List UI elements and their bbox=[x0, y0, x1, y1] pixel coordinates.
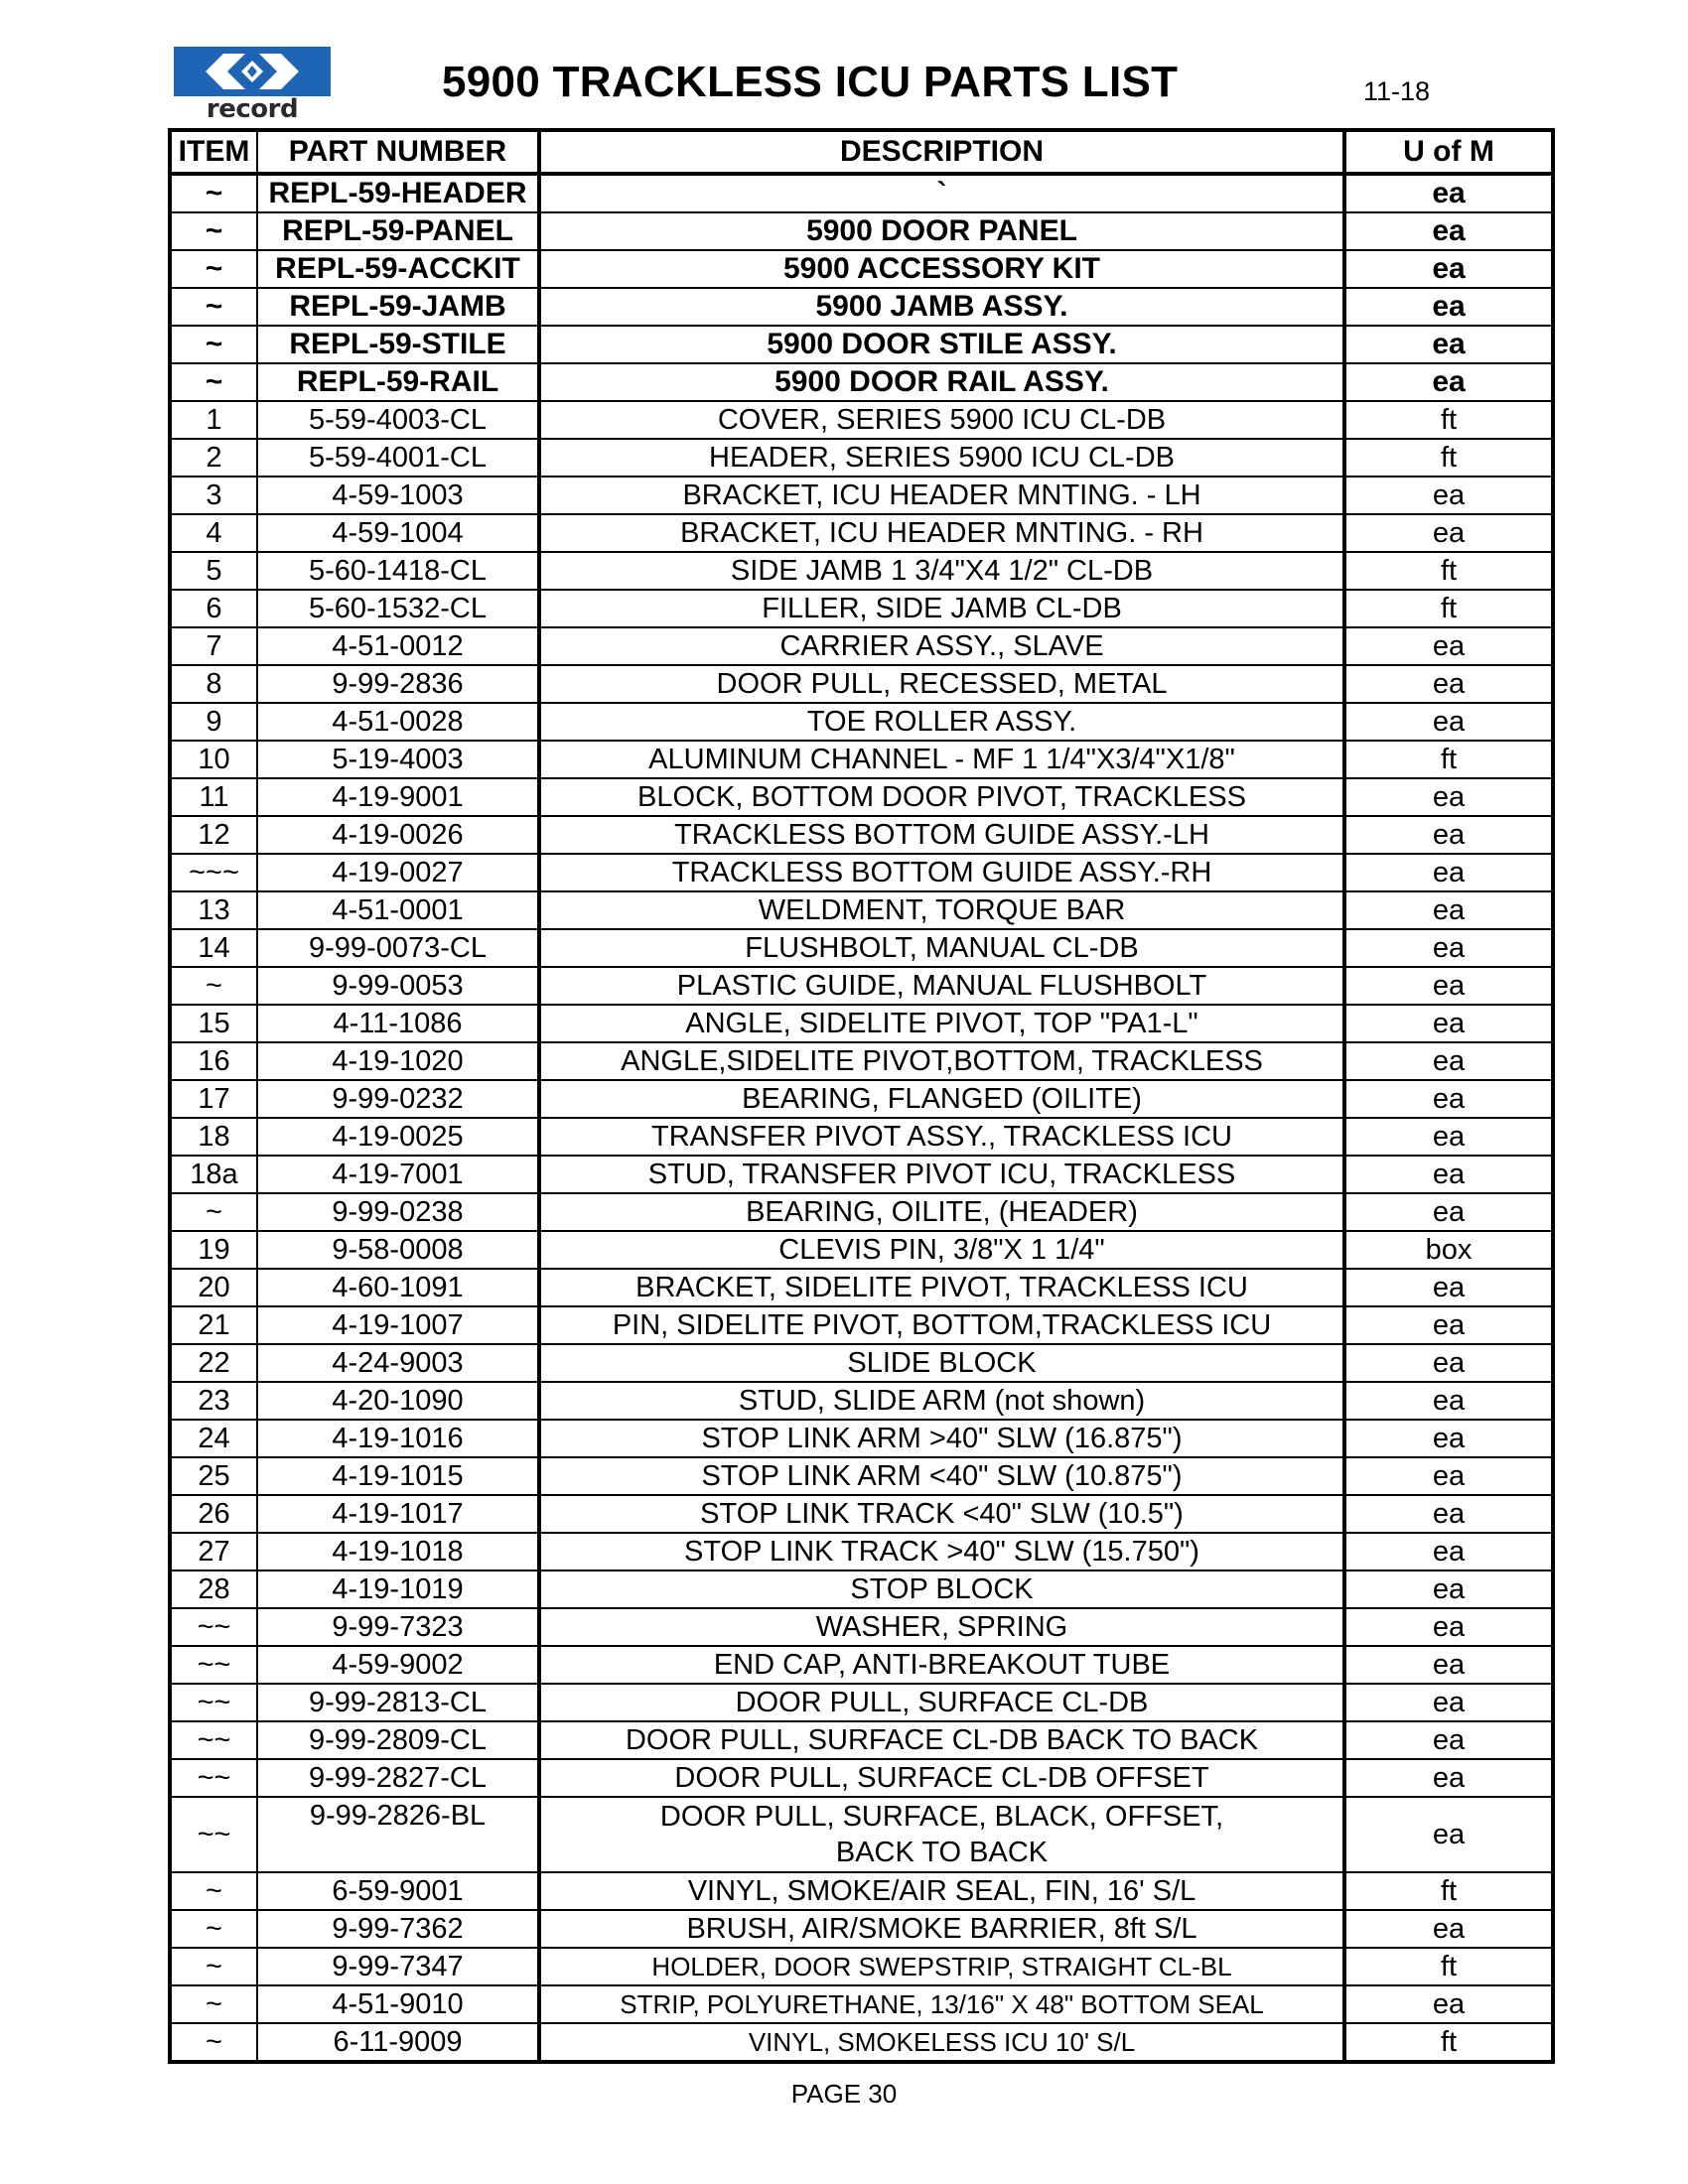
item-cell: ~ bbox=[170, 1193, 257, 1231]
uom-cell: ea bbox=[1344, 212, 1553, 250]
uom-cell: ea bbox=[1344, 326, 1553, 363]
uom-cell: ea bbox=[1344, 1156, 1553, 1193]
uom-cell: ea bbox=[1344, 174, 1553, 212]
column-header-uom: U of M bbox=[1344, 130, 1553, 174]
uom-cell: ea bbox=[1344, 1646, 1553, 1684]
description-cell: DOOR PULL, SURFACE CL-DB bbox=[539, 1684, 1344, 1721]
item-cell: 20 bbox=[170, 1269, 257, 1306]
table-row bbox=[170, 439, 1553, 477]
item-cell: ~ bbox=[170, 250, 257, 288]
part-number-cell: 4-19-1020 bbox=[257, 1042, 539, 1080]
part-number-cell: 9-99-2827-CL bbox=[257, 1759, 539, 1797]
part-number-cell: 4-51-9010 bbox=[257, 1985, 539, 2023]
part-number-cell: 5-60-1418-CL bbox=[257, 552, 539, 590]
item-cell: ~~~ bbox=[170, 854, 257, 891]
table-row bbox=[170, 1533, 1553, 1570]
parts-table-body bbox=[170, 174, 1553, 2062]
part-number-cell: 4-51-0028 bbox=[257, 703, 539, 741]
item-cell: 16 bbox=[170, 1042, 257, 1080]
description-cell: BEARING, FLANGED (OILITE) bbox=[539, 1080, 1344, 1118]
description-line: DOOR PULL, SURFACE, BLACK, OFFSET, bbox=[659, 1801, 1224, 1833]
column-header-part-number: PART NUMBER bbox=[257, 130, 539, 174]
item-cell: ~ bbox=[170, 967, 257, 1005]
item-cell: ~~ bbox=[170, 1684, 257, 1721]
table-row bbox=[170, 363, 1553, 401]
table-row bbox=[170, 1684, 1553, 1721]
table-row bbox=[170, 590, 1553, 627]
item-cell: 3 bbox=[170, 477, 257, 514]
uom-cell: ft bbox=[1344, 2023, 1553, 2062]
description-cell: ` bbox=[539, 174, 1344, 212]
uom-cell: ft bbox=[1344, 741, 1553, 778]
item-cell: ~ bbox=[170, 326, 257, 363]
uom-cell: ea bbox=[1344, 627, 1553, 665]
part-number-cell: 4-59-9002 bbox=[257, 1646, 539, 1684]
description-cell: CLEVIS PIN, 3/8"X 1 1/4" bbox=[539, 1231, 1344, 1269]
item-cell: 10 bbox=[170, 741, 257, 778]
description-cell: STOP LINK TRACK >40" SLW (15.750") bbox=[539, 1533, 1344, 1570]
item-cell: ~ bbox=[170, 1948, 257, 1985]
table-row bbox=[170, 477, 1553, 514]
part-number-cell: 4-19-0026 bbox=[257, 816, 539, 854]
uom-cell: ea bbox=[1344, 1797, 1553, 1872]
part-number-cell: 9-58-0008 bbox=[257, 1231, 539, 1269]
description-cell: CARRIER ASSY., SLAVE bbox=[539, 627, 1344, 665]
part-number-cell: 9-99-2809-CL bbox=[257, 1721, 539, 1759]
table-row bbox=[170, 929, 1553, 967]
uom-cell: ea bbox=[1344, 1420, 1553, 1457]
uom-cell: ea bbox=[1344, 363, 1553, 401]
table-row bbox=[170, 552, 1553, 590]
column-header-description: DESCRIPTION bbox=[539, 130, 1344, 174]
table-row bbox=[170, 2023, 1553, 2062]
item-cell: 1 bbox=[170, 401, 257, 439]
description-cell: SLIDE BLOCK bbox=[539, 1344, 1344, 1382]
table-row bbox=[170, 1608, 1553, 1646]
item-cell: ~ bbox=[170, 1872, 257, 1910]
item-cell: ~ bbox=[170, 363, 257, 401]
part-number-cell: 5-59-4001-CL bbox=[257, 439, 539, 477]
part-number-cell: 4-19-1016 bbox=[257, 1420, 539, 1457]
description-cell: PLASTIC GUIDE, MANUAL FLUSHBOLT bbox=[539, 967, 1344, 1005]
table-row bbox=[170, 1306, 1553, 1344]
uom-cell: ea bbox=[1344, 1721, 1553, 1759]
item-cell: 13 bbox=[170, 891, 257, 929]
part-number-cell: 4-19-0027 bbox=[257, 854, 539, 891]
part-number-cell: REPL-59-ACCKIT bbox=[257, 250, 539, 288]
table-row bbox=[170, 1080, 1553, 1118]
part-number-cell: 9-99-7347 bbox=[257, 1948, 539, 1985]
description-line: BACK TO BACK bbox=[835, 1837, 1049, 1868]
table-row bbox=[170, 854, 1553, 891]
item-cell: 25 bbox=[170, 1457, 257, 1495]
uom-cell: ea bbox=[1344, 816, 1553, 854]
item-cell: 5 bbox=[170, 552, 257, 590]
table-row bbox=[170, 1985, 1553, 2023]
item-cell: 27 bbox=[170, 1533, 257, 1570]
item-cell: ~ bbox=[170, 174, 257, 212]
description-cell: STOP BLOCK bbox=[539, 1570, 1344, 1608]
item-cell: ~~ bbox=[170, 1797, 257, 1872]
item-cell: ~ bbox=[170, 212, 257, 250]
table-row bbox=[170, 1042, 1553, 1080]
description-cell: FLUSHBOLT, MANUAL CL-DB bbox=[539, 929, 1344, 967]
description-cell: TRANSFER PIVOT ASSY., TRACKLESS ICU bbox=[539, 1118, 1344, 1156]
description-cell: HEADER, SERIES 5900 ICU CL-DB bbox=[539, 439, 1344, 477]
uom-cell: ea bbox=[1344, 854, 1553, 891]
part-number-cell: 9-99-7362 bbox=[257, 1910, 539, 1948]
table-row bbox=[170, 212, 1553, 250]
description-cell: TOE ROLLER ASSY. bbox=[539, 703, 1344, 741]
description-cell: BLOCK, BOTTOM DOOR PIVOT, TRACKLESS bbox=[539, 778, 1344, 816]
item-cell: 28 bbox=[170, 1570, 257, 1608]
part-number-cell: 6-11-9009 bbox=[257, 2023, 539, 2062]
part-number-cell: 9-99-2836 bbox=[257, 665, 539, 703]
part-number-cell: 5-60-1532-CL bbox=[257, 590, 539, 627]
uom-cell: box bbox=[1344, 1231, 1553, 1269]
description-cell: ANGLE, SIDELITE PIVOT, TOP "PA1-L" bbox=[539, 1005, 1344, 1042]
uom-cell: ea bbox=[1344, 1910, 1553, 1948]
uom-cell: ea bbox=[1344, 1684, 1553, 1721]
uom-cell: ea bbox=[1344, 1344, 1553, 1382]
item-cell: ~~ bbox=[170, 1759, 257, 1797]
part-number-cell: 4-19-1007 bbox=[257, 1306, 539, 1344]
part-number-cell: 9-99-2826-BL bbox=[257, 1797, 539, 1872]
part-number-cell: 4-51-0001 bbox=[257, 891, 539, 929]
item-cell: 12 bbox=[170, 816, 257, 854]
part-number-cell: 9-99-7323 bbox=[257, 1608, 539, 1646]
item-cell: 18a bbox=[170, 1156, 257, 1193]
part-number-cell: REPL-59-HEADER bbox=[257, 174, 539, 212]
uom-cell: ea bbox=[1344, 665, 1553, 703]
table-row bbox=[170, 174, 1553, 212]
part-number-cell: REPL-59-JAMB bbox=[257, 288, 539, 326]
uom-cell: ea bbox=[1344, 1570, 1553, 1608]
table-row bbox=[170, 1156, 1553, 1193]
description-cell: VINYL, SMOKELESS ICU 10' S/L bbox=[539, 2023, 1344, 2062]
table-row bbox=[170, 1872, 1553, 1910]
uom-cell: ea bbox=[1344, 1080, 1553, 1118]
table-row bbox=[170, 778, 1553, 816]
item-cell: 4 bbox=[170, 514, 257, 552]
uom-cell: ea bbox=[1344, 1306, 1553, 1344]
part-number-cell: 6-59-9001 bbox=[257, 1872, 539, 1910]
item-cell: 6 bbox=[170, 590, 257, 627]
table-row bbox=[170, 1420, 1553, 1457]
item-cell: 24 bbox=[170, 1420, 257, 1457]
table-row bbox=[170, 250, 1553, 288]
part-number-cell: 4-59-1003 bbox=[257, 477, 539, 514]
uom-cell: ea bbox=[1344, 1495, 1553, 1533]
description-cell: BRACKET, ICU HEADER MNTING. - LH bbox=[539, 477, 1344, 514]
description-cell: STOP LINK TRACK <40" SLW (10.5") bbox=[539, 1495, 1344, 1533]
uom-cell: ea bbox=[1344, 1193, 1553, 1231]
description-cell: VINYL, SMOKE/AIR SEAL, FIN, 16' S/L bbox=[539, 1872, 1344, 1910]
uom-cell: ea bbox=[1344, 703, 1553, 741]
item-cell: ~~ bbox=[170, 1721, 257, 1759]
part-number-cell: REPL-59-RAIL bbox=[257, 363, 539, 401]
part-number-cell: 9-99-0053 bbox=[257, 967, 539, 1005]
item-cell: 9 bbox=[170, 703, 257, 741]
part-number-cell: 4-19-9001 bbox=[257, 778, 539, 816]
item-cell: 11 bbox=[170, 778, 257, 816]
description-cell: BRACKET, ICU HEADER MNTING. - RH bbox=[539, 514, 1344, 552]
uom-cell: ft bbox=[1344, 552, 1553, 590]
table-row bbox=[170, 1231, 1553, 1269]
part-number-cell: 4-24-9003 bbox=[257, 1344, 539, 1382]
item-cell: 2 bbox=[170, 439, 257, 477]
item-cell: ~ bbox=[170, 288, 257, 326]
record-logo bbox=[174, 47, 331, 122]
part-number-cell: 4-51-0012 bbox=[257, 627, 539, 665]
item-cell: 26 bbox=[170, 1495, 257, 1533]
description-cell: BEARING, OILITE, (HEADER) bbox=[539, 1193, 1344, 1231]
part-number-cell: 4-19-7001 bbox=[257, 1156, 539, 1193]
part-number-cell: 9-99-2813-CL bbox=[257, 1684, 539, 1721]
item-cell: ~ bbox=[170, 1985, 257, 2023]
table-row bbox=[170, 891, 1553, 929]
item-cell: 14 bbox=[170, 929, 257, 967]
uom-cell: ea bbox=[1344, 1382, 1553, 1420]
item-cell: 17 bbox=[170, 1080, 257, 1118]
item-cell: 19 bbox=[170, 1231, 257, 1269]
table-row bbox=[170, 1910, 1553, 1948]
part-number-cell: 4-60-1091 bbox=[257, 1269, 539, 1306]
item-cell: 8 bbox=[170, 665, 257, 703]
table-row bbox=[170, 1344, 1553, 1382]
part-number-cell: 5-59-4003-CL bbox=[257, 401, 539, 439]
description-cell: STOP LINK ARM <40" SLW (10.875") bbox=[539, 1457, 1344, 1495]
description-cell: STOP LINK ARM >40" SLW (16.875") bbox=[539, 1420, 1344, 1457]
item-cell: ~ bbox=[170, 1910, 257, 1948]
table-row bbox=[170, 1382, 1553, 1420]
uom-cell: ft bbox=[1344, 590, 1553, 627]
description-cell: TRACKLESS BOTTOM GUIDE ASSY.-RH bbox=[539, 854, 1344, 891]
logo-mark-icon bbox=[200, 51, 305, 92]
description-cell: HOLDER, DOOR SWEPSTRIP, STRAIGHT CL-BL bbox=[539, 1948, 1344, 1985]
table-row bbox=[170, 967, 1553, 1005]
table-row bbox=[170, 514, 1553, 552]
uom-cell: ea bbox=[1344, 1533, 1553, 1570]
description-cell: ANGLE,SIDELITE PIVOT,BOTTOM, TRACKLESS bbox=[539, 1042, 1344, 1080]
description-cell: END CAP, ANTI-BREAKOUT TUBE bbox=[539, 1646, 1344, 1684]
description-cell: SIDE JAMB 1 3/4"X4 1/2" CL-DB bbox=[539, 552, 1344, 590]
table-row bbox=[170, 816, 1553, 854]
item-cell: 21 bbox=[170, 1306, 257, 1344]
part-number-cell: 5-19-4003 bbox=[257, 741, 539, 778]
table-row bbox=[170, 1721, 1553, 1759]
part-number-cell: REPL-59-STILE bbox=[257, 326, 539, 363]
uom-cell: ea bbox=[1344, 1118, 1553, 1156]
part-number-cell: 4-59-1004 bbox=[257, 514, 539, 552]
description-cell: BRUSH, AIR/SMOKE BARRIER, 8ft S/L bbox=[539, 1910, 1344, 1948]
uom-cell: ea bbox=[1344, 778, 1553, 816]
table-row bbox=[170, 1269, 1553, 1306]
table-header-row bbox=[170, 130, 1553, 174]
logo-bar bbox=[174, 47, 331, 96]
item-cell: ~ bbox=[170, 2023, 257, 2062]
table-row bbox=[170, 1495, 1553, 1533]
page-title: 5900 TRACKLESS ICU PARTS LIST bbox=[442, 58, 1179, 106]
description-cell: DOOR PULL, SURFACE CL-DB BACK TO BACK bbox=[539, 1721, 1344, 1759]
item-cell: ~~ bbox=[170, 1646, 257, 1684]
description-cell: WELDMENT, TORQUE BAR bbox=[539, 891, 1344, 929]
description-cell: STUD, SLIDE ARM (not shown) bbox=[539, 1382, 1344, 1420]
uom-cell: ft bbox=[1344, 439, 1553, 477]
uom-cell: ea bbox=[1344, 477, 1553, 514]
uom-cell: ft bbox=[1344, 1872, 1553, 1910]
table-row bbox=[170, 741, 1553, 778]
revision-date: 11-18 bbox=[1363, 76, 1431, 106]
item-cell: 7 bbox=[170, 627, 257, 665]
logo-text: record bbox=[206, 94, 299, 124]
item-cell: 22 bbox=[170, 1344, 257, 1382]
part-number-cell: 9-99-0232 bbox=[257, 1080, 539, 1118]
description-cell: 5900 JAMB ASSY. bbox=[539, 288, 1344, 326]
table-row bbox=[170, 1759, 1553, 1797]
part-number-cell: 9-99-0073-CL bbox=[257, 929, 539, 967]
description-cell: PIN, SIDELITE PIVOT, BOTTOM,TRACKLESS ICU bbox=[539, 1306, 1344, 1344]
page-number: PAGE 30 bbox=[790, 2079, 898, 2109]
description-cell: ALUMINUM CHANNEL - MF 1 1/4"X3/4"X1/8" bbox=[539, 741, 1344, 778]
description-cell: COVER, SERIES 5900 ICU CL-DB bbox=[539, 401, 1344, 439]
uom-cell: ea bbox=[1344, 1985, 1553, 2023]
item-cell: 23 bbox=[170, 1382, 257, 1420]
table-row bbox=[170, 1118, 1553, 1156]
uom-cell: ea bbox=[1344, 1457, 1553, 1495]
column-header-item: ITEM bbox=[170, 130, 257, 174]
table-row bbox=[170, 326, 1553, 363]
item-cell: ~~ bbox=[170, 1608, 257, 1646]
uom-cell: ea bbox=[1344, 929, 1553, 967]
part-number-cell: 4-19-1018 bbox=[257, 1533, 539, 1570]
part-number-cell: 4-19-1019 bbox=[257, 1570, 539, 1608]
uom-cell: ea bbox=[1344, 891, 1553, 929]
description-cell: TRACKLESS BOTTOM GUIDE ASSY.-LH bbox=[539, 816, 1344, 854]
table-row bbox=[170, 401, 1553, 439]
description-cell: STRIP, POLYURETHANE, 13/16" X 48" BOTTOM SEAL bbox=[539, 1985, 1344, 2023]
uom-cell: ea bbox=[1344, 1269, 1553, 1306]
table-row bbox=[170, 1005, 1553, 1042]
uom-cell: ft bbox=[1344, 401, 1553, 439]
description-cell: STUD, TRANSFER PIVOT ICU, TRACKLESS bbox=[539, 1156, 1344, 1193]
table-row bbox=[170, 665, 1553, 703]
part-number-cell: REPL-59-PANEL bbox=[257, 212, 539, 250]
part-number-cell: 9-99-0238 bbox=[257, 1193, 539, 1231]
uom-cell: ea bbox=[1344, 1759, 1553, 1797]
description-cell: WASHER, SPRING bbox=[539, 1608, 1344, 1646]
table-row bbox=[170, 703, 1553, 741]
uom-cell: ft bbox=[1344, 1948, 1553, 1985]
item-cell: 15 bbox=[170, 1005, 257, 1042]
description-cell: 5900 ACCESSORY KIT bbox=[539, 250, 1344, 288]
table-row bbox=[170, 1570, 1553, 1608]
description-cell bbox=[539, 1797, 1344, 1872]
table-row bbox=[170, 627, 1553, 665]
description-cell: BRACKET, SIDELITE PIVOT, TRACKLESS ICU bbox=[539, 1269, 1344, 1306]
uom-cell: ea bbox=[1344, 1005, 1553, 1042]
table-row bbox=[170, 1457, 1553, 1495]
part-number-cell: 4-20-1090 bbox=[257, 1382, 539, 1420]
description-cell: FILLER, SIDE JAMB CL-DB bbox=[539, 590, 1344, 627]
uom-cell: ea bbox=[1344, 250, 1553, 288]
part-number-cell: 4-19-0025 bbox=[257, 1118, 539, 1156]
table-row bbox=[170, 1797, 1553, 1872]
uom-cell: ea bbox=[1344, 1042, 1553, 1080]
description-cell: DOOR PULL, SURFACE CL-DB OFFSET bbox=[539, 1759, 1344, 1797]
parts-table bbox=[168, 128, 1555, 2064]
description-cell: DOOR PULL, RECESSED, METAL bbox=[539, 665, 1344, 703]
description-cell: 5900 DOOR STILE ASSY. bbox=[539, 326, 1344, 363]
description-cell: 5900 DOOR RAIL ASSY. bbox=[539, 363, 1344, 401]
description-cell: 5900 DOOR PANEL bbox=[539, 212, 1344, 250]
uom-cell: ea bbox=[1344, 288, 1553, 326]
item-cell: 18 bbox=[170, 1118, 257, 1156]
table-row bbox=[170, 1646, 1553, 1684]
uom-cell: ea bbox=[1344, 967, 1553, 1005]
part-number-cell: 4-11-1086 bbox=[257, 1005, 539, 1042]
uom-cell: ea bbox=[1344, 1608, 1553, 1646]
uom-cell: ea bbox=[1344, 514, 1553, 552]
table-row bbox=[170, 288, 1553, 326]
part-number-cell: 4-19-1015 bbox=[257, 1457, 539, 1495]
table-row bbox=[170, 1948, 1553, 1985]
table-row bbox=[170, 1193, 1553, 1231]
part-number-cell: 4-19-1017 bbox=[257, 1495, 539, 1533]
